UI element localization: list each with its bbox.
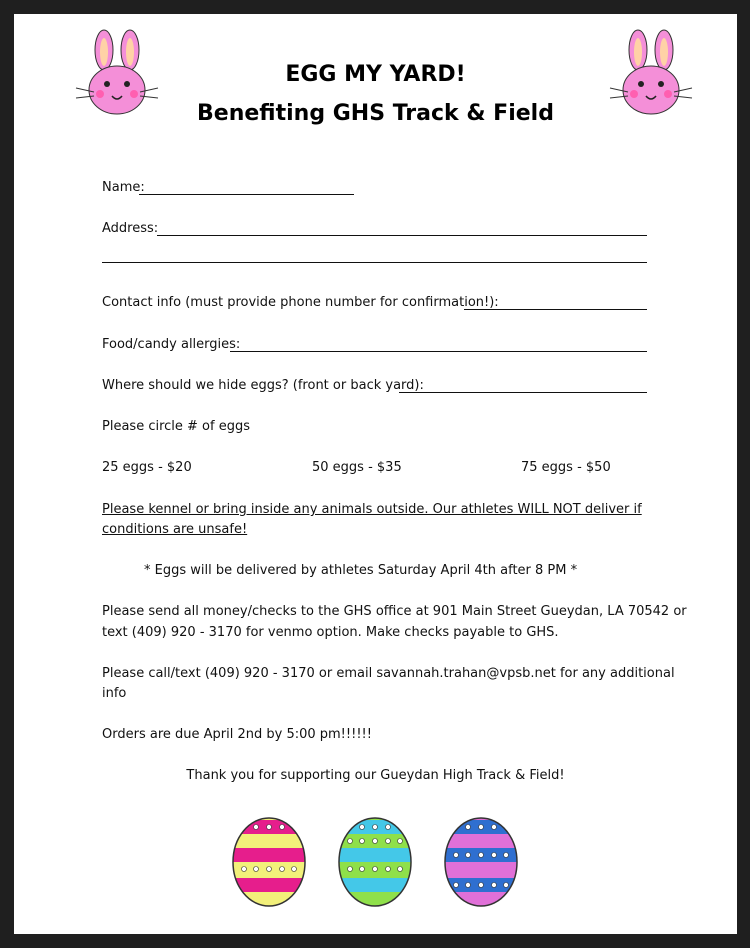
flyer-page [14,14,737,934]
allergies-field-line[interactable] [230,351,647,352]
flyer-subtitle: Benefiting GHS Track & Field [197,101,554,126]
contact-info-line-2: info [102,686,127,701]
hide-location-label: Where should we hide eggs? (front or back yard): [102,378,424,393]
easter-egg-icon [334,812,416,908]
name-field-line[interactable] [139,194,354,195]
name-label: Name: [102,180,145,195]
contact-label: Contact info (must provide phone number for confirmation!): [102,295,499,310]
payment-info-line-2: text (409) 920 - 3170 for venmo option. Make checks payable to GHS. [102,625,559,640]
circle-eggs-label: Please circle # of eggs [102,419,250,434]
easter-egg-icon [228,812,310,908]
address-field-line[interactable] [157,235,647,236]
easter-egg-icon [440,812,522,908]
orders-due-note: Orders are due April 2nd by 5:00 pm!!!!!! [102,727,372,742]
allergies-label: Food/candy allergies: [102,337,241,352]
option-75-eggs[interactable]: 75 eggs - $50 [521,460,611,475]
flyer-title: EGG MY YARD! [285,62,466,87]
hide-location-field-line[interactable] [399,392,647,393]
thank-you-note: Thank you for supporting our Gueydan High Track & Field! [186,768,565,783]
delivery-note: * Eggs will be delivered by athletes Saturday April 4th after 8 PM * [144,563,578,578]
animals-notice-line-1: Please kennel or bring inside any animals outside. Our athletes WILL NOT deliver if [102,502,642,517]
address-field-line-2[interactable] [102,262,647,263]
option-25-eggs[interactable]: 25 eggs - $20 [102,460,192,475]
option-50-eggs[interactable]: 50 eggs - $35 [312,460,402,475]
payment-info-line-1: Please send all money/checks to the GHS office at 901 Main Street Gueydan, LA 70542 or [102,604,687,619]
contact-field-line[interactable] [464,309,647,310]
address-label: Address: [102,221,159,236]
animals-notice-line-2: conditions are unsafe! [102,522,248,537]
contact-info-line-1: Please call/text (409) 920 - 3170 or email savannah.trahan@vpsb.net for any additional [102,666,675,681]
